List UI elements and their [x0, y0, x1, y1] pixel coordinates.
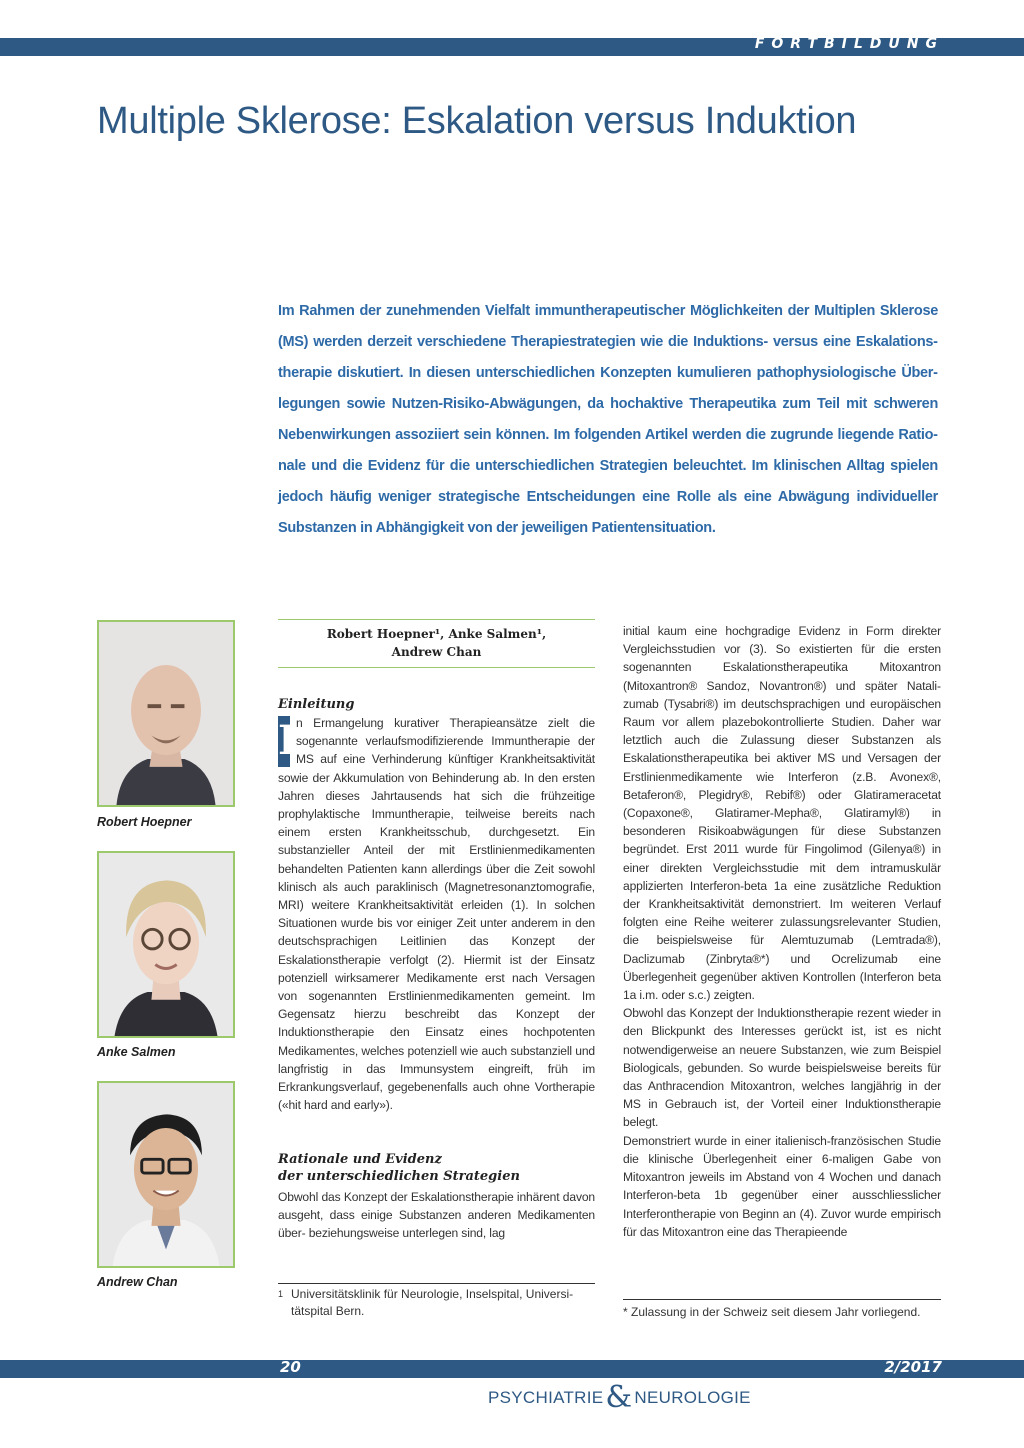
journal-name	[488, 1380, 751, 1415]
body-column-1	[278, 714, 595, 1114]
author-photo-anke-salmen	[97, 851, 235, 1038]
journal-ampersand: &	[605, 1380, 633, 1415]
heading-line: der unterschiedlichen Strategien	[278, 1169, 520, 1184]
body-paragraph: Obwohl das Konzept der Induktionstherapie rezent wieder in den Blickpunkt des Interesses gerückt ist, ist es nicht notwendigerweise an neuere Substanzen, wie zum Beispiel Biologicals, gebunden. So wurde beispielsweise bereits für das Anthracendion Mitoxantron, welches langjährig in der MS in Gebrauch ist, der Vorteil einer Induktionstherapie belegt.	[623, 1006, 941, 1130]
section-heading-rationale	[278, 1151, 520, 1185]
body-paragraph: Demonstriert wurde in einer italienisch-französischen Studie die klinische Überlegenheit einer 6-maligen Gabe von Mitoxantron jeweils im Abstand von 4 Wochen und danach Interferon-beta 1b gegenüber einer ausschliesslicher Interferontherapie von Beginn an (4). Zuvor wurde empirisch für das Mitoxantron eine das Therapieende	[623, 1133, 941, 1239]
author-photo-robert-hoepner	[97, 620, 235, 807]
footnote-rule	[623, 1299, 941, 1300]
issue-number: 2/2017	[884, 1358, 942, 1376]
footnote-rule	[278, 1283, 595, 1284]
photo-caption: Andrew Chan	[97, 1275, 178, 1289]
journal-name-left: PSYCHIATRIE	[488, 1388, 604, 1407]
abstract: Im Rahmen der zunehmenden Vielfalt immuntherapeutischer Möglichkeiten der Multiplen Sklerose (MS) werden derzeit verschiedene Therapiestrategien wie die Induktions- versus eine Eskalationstherapie diskutiert. In diesen unterschiedlichen Konzepten kumulieren pathophysiologische Überlegungen sowie Nutzen-Risiko-Abwägungen, da hochaktive Therapeutika zum Teil mit schweren Nebenwirkungen assoziiert sein können. Im folgenden Artikel werden die zugrunde liegende Rationale und die Evidenz für die unterschiedlichen Strategien beleuchtet. Im klinischen Alltag spielen jedoch häufig weniger strategische Entscheidungen eine Rolle als eine Abwägung individueller Substanzen in Abhängigkeit von der jeweiligen Patientensituation.	[278, 303, 938, 536]
footnote-mark: 1	[278, 1289, 284, 1299]
author-line: Robert Hoepner¹, Anke Salmen¹,	[326, 627, 547, 641]
footnote-affiliation	[278, 1286, 595, 1320]
photo-caption: Anke Salmen	[97, 1045, 176, 1059]
journal-name-right: NEUROLOGIE	[634, 1388, 751, 1407]
author-photo-andrew-chan	[97, 1081, 235, 1268]
page-number: 20	[280, 1358, 301, 1376]
body-paragraph: initial kaum eine hochgradige Evidenz in Form direkter Vergleichsstudien vor (3). So existierten für die ersten sogenannten Eskalationstherapeutika Mitoxantron (Mitoxantron® Sandoz, Novantron®) und später Natalizumab (Tysabri®) im deutschsprachigen und europäischen Raum vor allem plazebokontrollierte Studien. Daher war letztlich auch die Zulassung dieser Substanzen als Eskalationstherapeutika bei aktiver MS und Versagen der Erstlinienmedikamente wie Interferon (z.B. Avonex®, Betaferon®, Plegidry®, Rebif®) oder Glatirameracetat (Copaxone®, Glatiramer-Mepha®, Glatiramyl®) in besonderen Risikoabwägungen für diese Substanzen begründet. Erst 2011 wurde für Fingolimod (Gilenya®) in einer direkten Vergleichsstudie mit dem intramuskulär applizierten Interferon-beta 1a eine zusätzliche Reduktion der Krankheitsaktivität demonstriert. Im weiteren Verlauf folgten eine Reihe weiterer zulassungsrelevanter Studien, die beispielsweise für Alemtuzumab (Lemtrada®), Daclizumab (Zinbryta®*) und Ocrelizumab eine Überlegenheit gegenüber aktiven Kontrollen (Interferon beta 1a i.m. oder s.c.) zeigten.	[623, 624, 941, 1003]
body-paragraph: Obwohl das Konzept der Eskalationstherapie inhärent davon ausgeht, dass einige Substanzen anderen Medikamenten über- beziehungsweise unterlegen sind, lag	[278, 1190, 595, 1241]
footnote-text: Universitätsklinik für Neurologie, Inselspital, Universitätspital Bern.	[291, 1287, 574, 1318]
footer-bar	[0, 1360, 1024, 1378]
article-title: Multiple Sklerose: Eskalation versus Induktion	[97, 100, 857, 142]
body-paragraph: n Ermangelung kurativer Therapieansätze zielt die sogenannte verlaufsmodifizierende Immuntherapie der MS auf eine Verhinderung künftiger Krankheitsaktivität sowie der Akkumulation von Behinderung ab. In den ersten Jahren dieses Jahrtausends hat sich die frühzeitige prophylaktische Immuntherapie, teilweise bereits nach einem ersten Krankheitsschub, durchgesetzt. Ein substanzieller Anteil der mit Erstlinienmedikamenten behandelten Patienten kann allerdings über die Zeit sowohl klinisch als auch paraklinisch (Magnetresonanztomografie, MRI) weitere Krankheitsaktivität erleiden (1). In solchen Situationen wurde bis vor einiger Zeit unter anderem in den deutschsprachigen Leitlinien das Konzept der Eskalationstherapie verfolgt (2). Hiermit ist der Einsatz potenziell wirksamerer Medikamente erst nach Versagen von sogenannten Erstlinienmedikamenten gemeint. Im Gegensatz hierzu beschreibt das Konzept der Induktionstherapie den Einsatz eines hochpotenten Medikamentes, welches potenziell wie auch substanziell und langfristig in das Immunsystem eingreift, früh im Erkrankungsverlauf, gegebenenfalls auch ohne Vortherapie («hit hard and early»).	[278, 716, 595, 1113]
heading-line: Rationale und Evidenz	[278, 1152, 442, 1167]
footnote-approval: * Zulassung in der Schweiz seit diesem Jahr vorliegend.	[623, 1305, 921, 1319]
author-byline	[278, 619, 595, 668]
photo-caption: Robert Hoepner	[97, 815, 192, 829]
section-heading-einleitung: Einleitung	[278, 697, 355, 712]
body-column-2	[623, 622, 941, 1241]
drop-cap: I	[278, 716, 290, 767]
section-tag: FORTBILDUNG	[754, 36, 944, 52]
author-line: Andrew Chan	[391, 645, 482, 659]
